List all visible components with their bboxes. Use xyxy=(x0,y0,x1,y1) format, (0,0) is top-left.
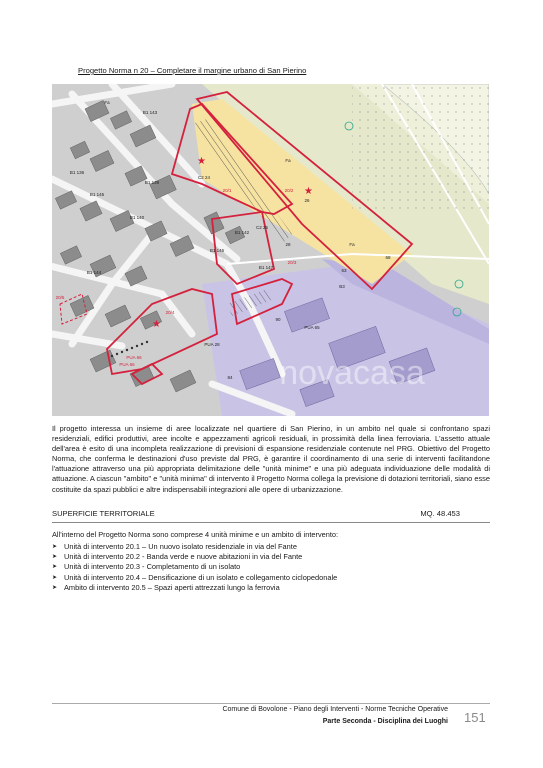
footer-divider xyxy=(52,703,490,704)
list-item: ➤ Unità di intervento 20.2 - Banda verde e nuove abitazioni in via del Fante xyxy=(52,552,303,562)
zone-label-b1g: B1 139 xyxy=(144,180,160,185)
footer-line-2: Parte Seconda - Disciplina dei Luoghi xyxy=(322,718,448,725)
zone-label-fa3: Fa xyxy=(349,242,355,247)
parcel-84: 84 xyxy=(227,375,233,380)
page-number: 151 xyxy=(464,710,486,725)
zone-label-c2a: C2 24 xyxy=(197,175,211,180)
zone-label-b1b: B1 145 xyxy=(89,192,105,197)
parcel-68: 68 xyxy=(385,255,391,260)
svg-text:★: ★ xyxy=(197,156,206,167)
bullet-icon: ➤ xyxy=(52,574,58,581)
unit-20-4-label: 20/4 xyxy=(165,310,175,315)
bullet-icon: ➤ xyxy=(52,554,58,561)
zone-label-b1c: B1 140 xyxy=(129,215,145,220)
project-description: Il progetto interessa un insieme di aree localizzate nel quartiere di San Pierino, in un ambito nel quale si confrontano spazi residenziali, edifici produttivi, aree incolte e appezzamenti agricoli residuali, in prossimità della linea ferroviaria. L'assetto attuale dell'area è esito di una incompleta realizzazione di previsioni di espansione residenziale contenute nel PRG. Obiettivo del Progetto Norma, che conferma le destinazioni d'uso previste dal PRG, è garantire il coordinamento di una serie di interventi facilitandone l'attuazione attraverso una più appropriata delimitazione delle "unità minime" e una più adeguata individuazione delle modalità di attuazione. A ciascun "ambito" e "unità minima" di intervento il Progetto Norma collega la previsione di dotazioni territoriali, siano esse costituite da spazi pubblici e altre indispensabili integrazioni alle opere di urbanizzazione. xyxy=(52,424,490,494)
svg-text:★: ★ xyxy=(304,186,313,197)
pua-label-3: PUA 66 xyxy=(119,362,135,367)
pua-label-2: PUA 66 xyxy=(126,355,142,360)
list-item: ➤ Ambito di intervento 20.5 – Spazi aperti attrezzati lungo la ferrovia xyxy=(52,582,280,592)
units-list xyxy=(52,542,337,593)
zone-label-fa2: Fa xyxy=(285,158,291,163)
parcel-28: 28 xyxy=(285,242,291,247)
surface-value: MQ. 48.453 xyxy=(420,509,460,518)
pua-label-1: PUA 65 xyxy=(304,325,320,330)
zone-label-c2b: C2 25 xyxy=(255,225,269,230)
watermark: novacasa xyxy=(279,354,425,392)
list-item: ➤ Unità di intervento 20.1 – Un nuovo isolato residenziale in via del Fante xyxy=(52,542,297,551)
surface-label: SUPERFICIE TERRITORIALE xyxy=(52,509,155,518)
zone-label-b1i: B1 144 xyxy=(86,270,102,275)
unit-20-2-label: 20/2 xyxy=(284,188,294,193)
unit-20-1-label: 20/1 xyxy=(222,188,232,193)
zone-label-b1d: B1 142 xyxy=(234,230,250,235)
bullet-icon: ➤ xyxy=(52,584,58,591)
zone-label-b1e: B1 147 xyxy=(258,265,274,270)
unit-20-3-label: 20/3 xyxy=(287,260,297,265)
footer-line-1: Comune di Bovolone - Piano degli Interventi - Norme Tecniche Operative xyxy=(222,706,448,713)
parcel-90: 90 xyxy=(275,317,281,322)
zone-label-b1a: B1 143 xyxy=(142,110,158,115)
units-intro: All'interno del Progetto Norma sono comprese 4 unità minime e un ambito di intervento: xyxy=(52,530,339,539)
parcel-26: 26 xyxy=(304,198,310,203)
unit-20-5-label: 20/5 xyxy=(55,295,65,300)
list-item: ➤ Unità di intervento 20.3 - Completamento di un isolato xyxy=(52,562,241,572)
parcel-63: 63 xyxy=(341,268,347,273)
pua-label-4: PUA 28 xyxy=(204,342,220,347)
zone-label-b1f: B1 146 xyxy=(209,248,225,253)
zone-label-b3: B3 xyxy=(339,284,345,289)
surface-row xyxy=(52,505,490,523)
bullet-icon: ➤ xyxy=(52,564,58,571)
zone-label-b1h: B1 136 xyxy=(69,170,85,175)
bullet-icon: ➤ xyxy=(52,544,58,550)
zone-label-fa1: Fa xyxy=(104,100,110,105)
zoning-map xyxy=(52,84,489,416)
list-item: ➤ Unità di intervento 20.4 – Densificazione di un isolato e collegamento ciclopedonale xyxy=(52,572,338,582)
svg-text:★: ★ xyxy=(152,319,161,330)
page-title: Progetto Norma n 20 – Completare il margine urbano di San Pierino xyxy=(78,66,307,75)
